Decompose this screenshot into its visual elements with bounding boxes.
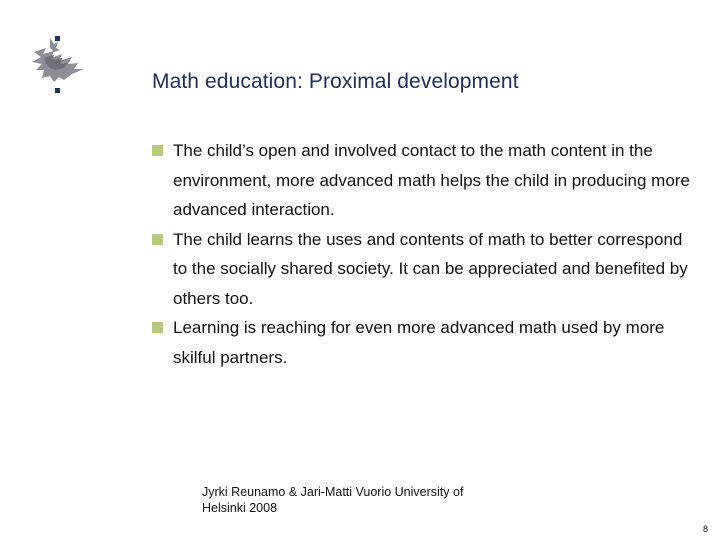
square-bullet-icon <box>152 145 163 156</box>
bullet-item <box>152 225 697 314</box>
footer-credit: Jyrki Reunamo & Jari-Matti Vuorio University of Helsinki 2008 <box>202 485 464 515</box>
university-logo-icon <box>24 24 92 96</box>
bullet-item <box>152 136 697 225</box>
square-bullet-icon <box>152 234 163 245</box>
bullet-text: The child’s open and involved contact to the math content in the environment, more advanced math helps the child in producing more advanced interaction. <box>173 141 690 219</box>
square-bullet-icon <box>152 322 163 333</box>
bullet-text: The child learns the uses and contents of math to better correspond to the socially shared society. It can be appreciated and benefited by others too. <box>173 229 688 308</box>
bullet-item <box>152 313 697 372</box>
bullet-list <box>152 136 697 372</box>
page-number: 8 <box>702 524 708 534</box>
slide-title: Math education: Proximal development <box>152 70 519 93</box>
bullet-text: Learning is reaching for even more advanced math used by more skilful partners. <box>173 318 665 367</box>
